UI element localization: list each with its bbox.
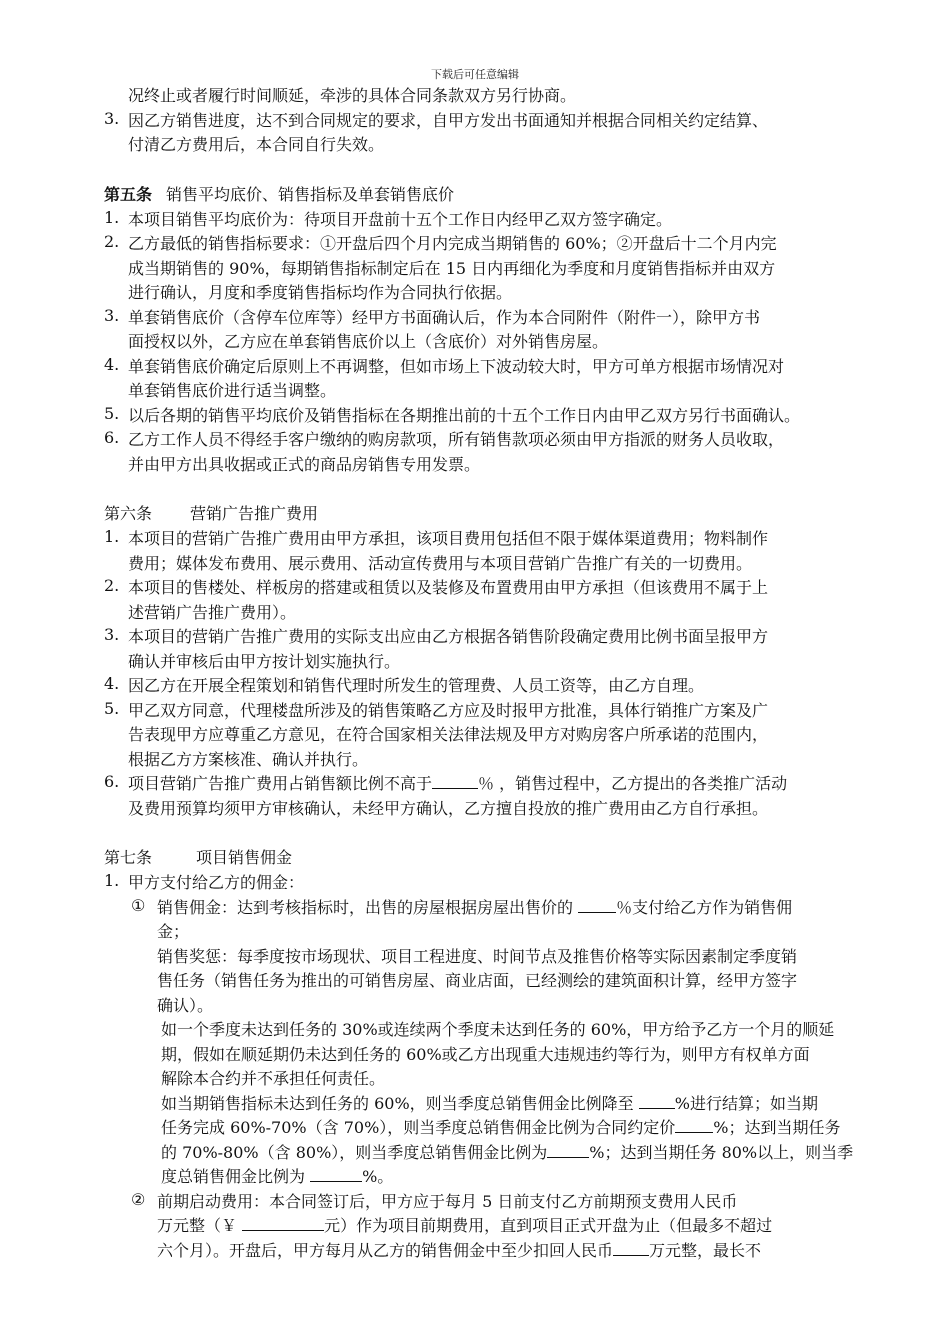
text-segment: %。 (362, 1167, 394, 1186)
paragraph-line: 如一个季度未达到任务的 30%或连续两个季度未达到任务的 60%，甲方给予乙方一个月的顺延 (161, 1020, 835, 1039)
item-line: 金； (157, 922, 190, 941)
paragraph-line: 解除本合约并不承担任何责任。 (161, 1069, 386, 1088)
item-number: 3. (104, 625, 120, 644)
list-item (104, 576, 936, 625)
text-segment: 元）作为项目前期费用，直到项目正式开盘为止（但最多不超过 (324, 1216, 773, 1235)
item-line (157, 1239, 936, 1264)
item-number: 1. (104, 871, 120, 890)
paragraph-line: 销售奖惩：每季度按市场现状、项目工程进度、时间节点及推售价格等实际因素制定季度销 (157, 946, 798, 966)
text-segment: 度总销售佣金比例为 (161, 1167, 311, 1186)
item-line: 单套销售底价确定后原则上不再调整，但如市场上下波动较大时，甲方可单方根据市场情况对 (128, 356, 785, 376)
sub-item-startup-fee (104, 1190, 936, 1264)
text-segment: 的 70%-80%（含 80%），则当季度总销售佣金比例为 (161, 1142, 548, 1162)
sub-item-commission (104, 896, 936, 945)
article-7-heading (104, 845, 936, 871)
item-line: 甲乙双方同意，代理楼盘所涉及的销售策略乙方应及时报甲方批准，具体行销推广方案及广 (128, 700, 769, 720)
item-number: 2. (104, 232, 120, 251)
item-number: 3. (104, 108, 120, 128)
article-label: 第七条 (104, 848, 153, 867)
fill-in-blank (547, 1142, 589, 1158)
text-segment: 销售佣金：达到考核指标时，出售的房屋根据房屋出售价的 (157, 897, 579, 917)
item-number: 3. (104, 305, 120, 325)
item-line: 进行确认，月度和季度销售指标均作为合同执行依据。 (128, 283, 513, 302)
item-line (157, 1214, 936, 1239)
list-item (104, 871, 936, 896)
item-line: 本项目的营销广告推广费用的实际支出应由乙方根据各销售阶段确定费用比例书面呈报甲方 (128, 627, 769, 646)
item-line: 本项目的售楼处、样板房的搭建或租赁以及装修及布置费用由甲方承担（但该费用不属于上 (128, 578, 769, 597)
paragraph-line: 况终止或者履行时间顺延，牵涉的具体合同条款双方另行协商。 (128, 86, 577, 105)
item-line: 甲方支付给乙方的佣金： (128, 873, 305, 892)
item-line: 前期启动费用：本合同签订后，甲方应于每月 5 日前支付乙方前期预支费用人民币 (157, 1191, 738, 1211)
article-title: 项目销售佣金 (196, 848, 293, 867)
text-segment: 六个月）。开盘后，甲方每月从乙方的销售佣金中至少扣回人民币 (157, 1240, 614, 1260)
text-segment: ％支付给乙方作为销售佣 (616, 897, 793, 917)
article-6-list (104, 527, 936, 772)
item-line: 付清乙方费用后，本合同自行失效。 (128, 135, 385, 154)
item-line: 本项目的营销广告推广费用由甲方承担，该项目费用包括但不限于媒体渠道费用；物料制作 (128, 529, 769, 548)
item-line (157, 896, 936, 921)
item-line: 以后各期的销售平均底价及销售指标在各期推出前的十五个工作日内由甲乙双方另行书面确认。 (128, 405, 801, 425)
circled-number: ① (131, 895, 146, 915)
item-line (128, 772, 936, 797)
item-line: 单套销售底价进行适当调整。 (128, 381, 337, 400)
paragraph-line (161, 1165, 936, 1190)
item-number: 2. (104, 576, 120, 595)
fill-in-blank (639, 1093, 675, 1109)
text-segment: 万元整，最长不 (649, 1240, 762, 1260)
list-item (104, 404, 936, 429)
article-label: 第六条 (104, 504, 153, 523)
paragraph-line: 确认）。 (157, 995, 214, 1015)
text-segment: 如当期销售指标未达到任务的 60%，则当季度总销售佣金比例降至 (161, 1093, 639, 1113)
fill-in-blank (432, 773, 478, 789)
item-number: 5. (104, 403, 120, 423)
paragraph-line: 售任务（销售任务为推出的可销售房屋、商业店面，已经测绘的建筑面积计算，经甲方签字 (157, 971, 798, 990)
list-item (104, 109, 936, 158)
text-segment: %；达到当期任务 80%以上，则当季 (589, 1142, 854, 1162)
item-line: 告表现甲方应尊重乙方意见，在符合国家相关法律法规及甲方对购房客户所承诺的范围内， (128, 725, 769, 744)
reward-paragraph (104, 945, 936, 1019)
list-item (104, 208, 936, 233)
list-item (104, 699, 936, 773)
list-item (104, 306, 936, 355)
item-number: 6. (104, 772, 120, 791)
item-line: 确认并审核后由甲方按计划实施执行。 (128, 651, 401, 671)
header-note: 下载后可任意编辑 (431, 68, 519, 81)
list-item (104, 527, 936, 576)
fill-in-blank (613, 1240, 649, 1256)
document-body (104, 84, 936, 1263)
text-segment: %；达到当期任务 (713, 1118, 841, 1137)
text-segment: ％ ，销售过程中，乙方提出的各类推广活动 (478, 774, 788, 793)
list-item (104, 674, 936, 699)
circled-number: ② (131, 1189, 146, 1209)
fill-in-blank (242, 1215, 324, 1231)
item-number: 1. (104, 207, 120, 227)
item-number: 1. (104, 527, 120, 546)
item-line: 并由甲方出具收据或正式的商品房销售专用发票。 (128, 454, 481, 474)
fill-in-blank (578, 897, 616, 913)
item-number: 4. (104, 674, 120, 693)
article-title: 销售平均底价、销售指标及单套销售底价 (166, 184, 455, 204)
item-line: 述营销广告推广费用）。 (128, 602, 297, 622)
article-title: 营销广告推广费用 (190, 504, 319, 523)
article-5-heading (104, 182, 936, 208)
article-6-heading (104, 501, 936, 527)
penalty-paragraph (104, 1018, 936, 1092)
fill-in-blank (675, 1117, 713, 1133)
item-line: 单套销售底价（含停车位库等）经甲方书面确认后，作为本合同附件（附件一），除甲方书 (128, 307, 761, 327)
list-item (104, 625, 936, 674)
fill-in-blank (310, 1166, 362, 1182)
item-line: 本项目销售平均底价为：待项目开盘前十五个工作日内经甲乙双方签字确定。 (128, 209, 673, 229)
item-line: 因乙方在开展全程策划和销售代理时所发生的管理费、人员工资等，由乙方自理。 (128, 676, 705, 695)
rate-paragraph (104, 1092, 936, 1190)
item-number: 5. (104, 698, 120, 718)
item-line: 及费用预算均须甲方审核确认，未经甲方确认，乙方擅自投放的推广费用由乙方自行承担。 (128, 798, 769, 818)
item-line: 费用；媒体发布费用、展示费用、活动宣传费用与本项目营销广告推广有关的一切费用。 (128, 553, 753, 573)
paragraph-line: 期，假如在顺延期仍未达到任务的 60%或乙方出现重大违规违约等行为，则甲方有权单方面 (161, 1044, 810, 1064)
article-label: 第五条 (104, 184, 153, 204)
list-item (104, 355, 936, 404)
list-item (104, 772, 936, 821)
paragraph-line (161, 1116, 936, 1141)
list-item (104, 232, 936, 306)
item-number: 4. (104, 354, 120, 374)
item-line: 面授权以外，乙方应在单套销售底价以上（含底价）对外销售房屋。 (128, 332, 609, 351)
text-segment: 任务完成 60%-70%（含 70%），则当季度总销售佣金比例为合同约定价 (161, 1118, 676, 1137)
item-line: 乙方工作人员不得经手客户缴纳的购房款项，所有销售款项必须由甲方指派的财务人员收取， (128, 430, 785, 449)
item-line: 乙方最低的销售指标要求：①开盘后四个月内完成当期销售的 60%；②开盘后十二个月内完 (128, 234, 777, 253)
paragraph-line (161, 1092, 936, 1117)
text-segment: 万元整（￥ (157, 1216, 243, 1235)
item-line: 根据乙方方案核准、确认并执行。 (128, 749, 369, 769)
paragraph-line (161, 1141, 936, 1166)
text-segment: 项目营销广告推广费用占销售额比例不高于 (128, 774, 433, 793)
text-segment: %进行结算；如当期 (674, 1093, 818, 1113)
item-line: 因乙方销售进度，达不到合同规定的要求，自甲方发出书面通知并根据合同相关约定结算、 (128, 110, 769, 130)
item-line: 成当期销售的 90%，每期销售指标制定后在 15 日内再细化为季度和月度销售指标并由双方 (128, 258, 776, 278)
list-item (104, 428, 936, 477)
item-number: 6. (104, 428, 120, 447)
article-5-list (104, 208, 936, 478)
